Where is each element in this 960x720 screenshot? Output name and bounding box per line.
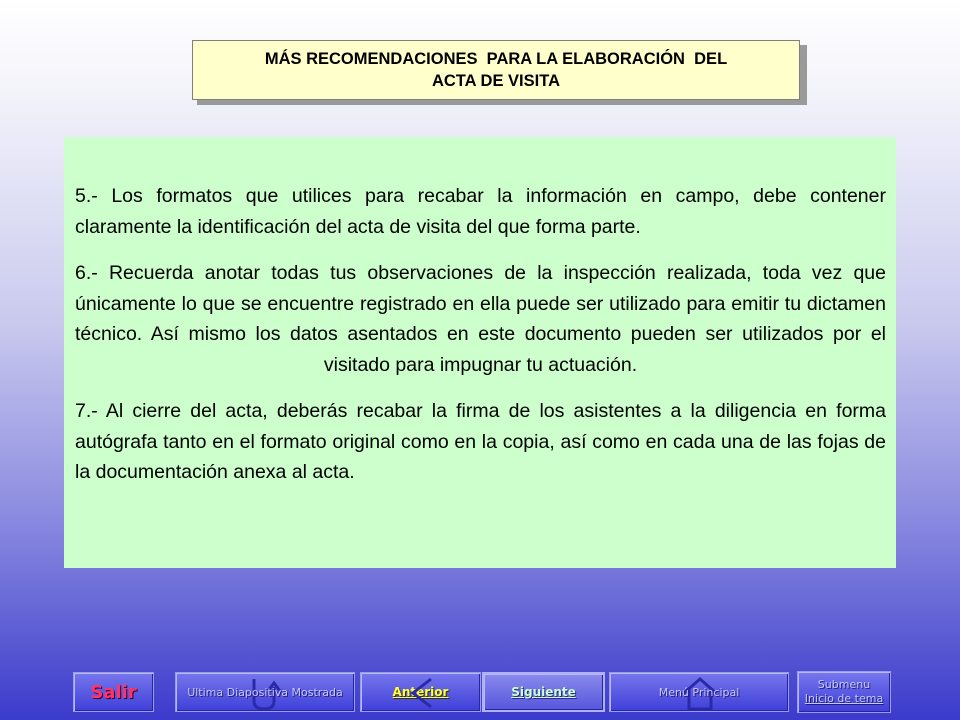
anterior-label: Anterior <box>392 685 449 699</box>
back-arrow-icon <box>401 675 441 711</box>
slide-title <box>192 40 800 100</box>
menu-principal-button[interactable] <box>609 672 789 712</box>
ultima-diapositiva-button[interactable] <box>175 672 355 712</box>
submenu-label <box>805 678 883 706</box>
slide-title-line1: MÁS RECOMENDACIONES PARA LA ELABORACIÓN DEL <box>264 50 728 68</box>
salir-button[interactable] <box>73 672 154 712</box>
paragraph-5: 5.- Los formatos que utilices para recabar la información en campo, debe contener claramente la identificación del acta de visita del que forma parte. <box>75 185 886 238</box>
anterior-button[interactable] <box>360 672 481 712</box>
submenu-line1: Submenu <box>817 678 871 691</box>
submenu-button[interactable] <box>797 671 891 713</box>
submenu-line2: Inicio de tema <box>804 692 884 705</box>
content-panel <box>64 137 896 568</box>
menu-principal-label: Menú Principal <box>658 685 740 699</box>
paragraph-7: 7.- Al cierre del acta, deberás recabar la firma de los asistentes a la diligencia en forma autógrafa tanto en el formato original como en la copia, así como en cada una de las fojas de la documentación anexa al acta. <box>75 400 886 483</box>
ultima-diapositiva-label: Ultima Diapositiva Mostrada <box>187 685 343 699</box>
slide-title-line2: ACTA DE VISITA <box>431 72 560 90</box>
siguiente-button[interactable] <box>482 672 605 712</box>
paragraph-6: 6.- Recuerda anotar todas tus observaciones de la inspección realizada, toda vez que únicamente lo que se encuentre registrado en ella puede ser utilizado para emitir tu dictamen técnico. Así mismo los datos asentados en este documento pueden ser utilizados por el visitado para impugnar tu actuación. <box>75 262 886 376</box>
siguiente-label: Siguiente <box>511 685 576 699</box>
salir-label: Salir <box>90 681 137 703</box>
